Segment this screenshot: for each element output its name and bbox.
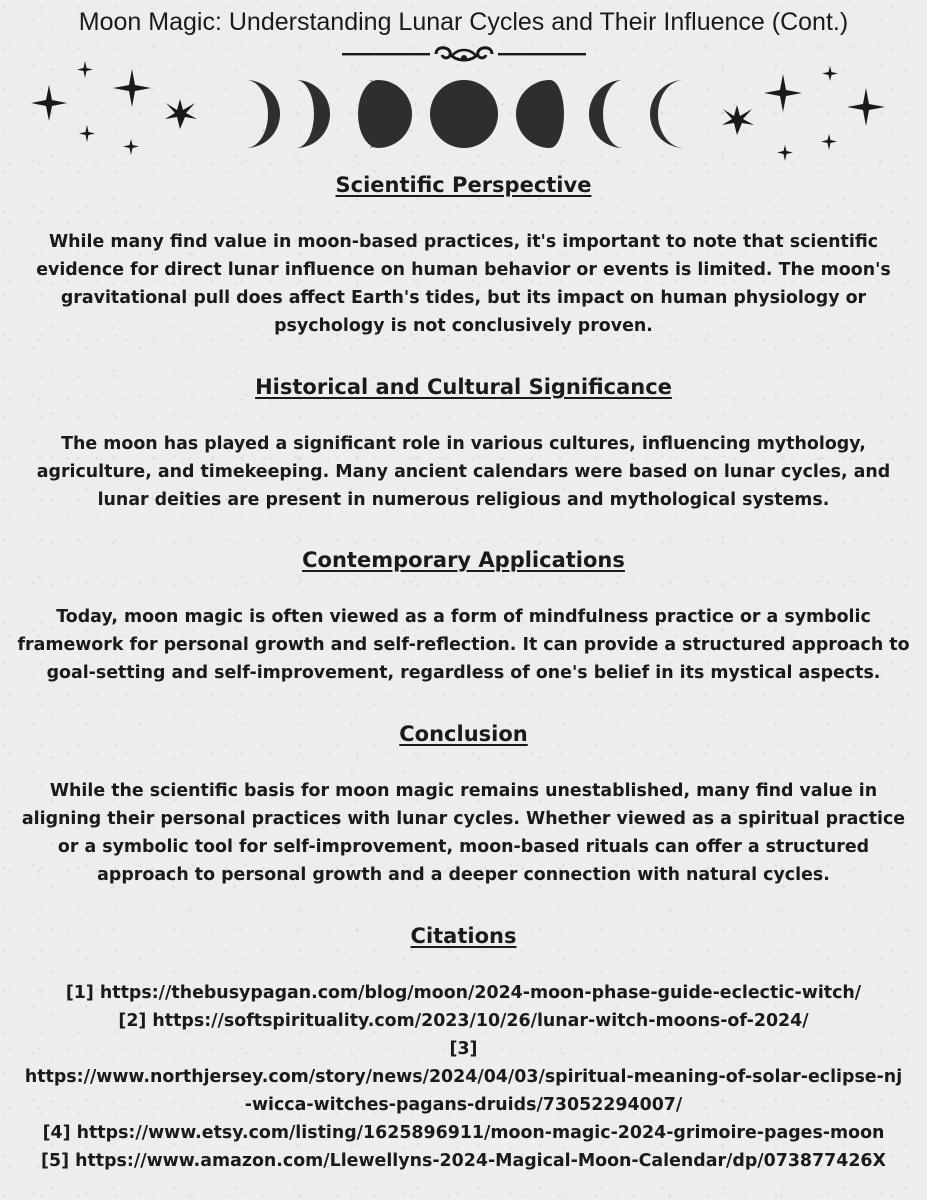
citations-list [10, 979, 917, 1175]
page-title: Moon Magic: Understanding Lunar Cycles and Their Influence (Cont.) [78, 8, 849, 36]
moon-phases-icon [238, 78, 690, 150]
section-contemporary-applications [10, 546, 917, 687]
citation-3-label: [3] [449, 1039, 478, 1059]
section-heading: Scientific Perspective [335, 173, 592, 197]
section-citations [10, 922, 917, 1175]
section-body: While the scientific basis for moon magic remains unestablished, many find value in aligning their personal practices with lunar cycles. Whether viewed as a spiritual practice or a symbolic tool for self-improvement, moon-based rituals can offer a structured approach to personal growth and a deeper connection with natural cycles. [21, 781, 906, 885]
section-body: The moon has played a significant role in various cultures, influencing mythology, agriculture, and timekeeping. Many ancient calendars were based on lunar cycles, and lunar deities are present in numerous religious and mythological systems. [36, 434, 891, 510]
ornamental-divider-icon [340, 42, 588, 68]
stars-left-icon [25, 55, 200, 165]
section-historical-cultural [10, 373, 917, 514]
section-heading: Historical and Cultural Significance [255, 375, 672, 399]
section-body: While many find value in moon-based practices, it's important to note that scientific evidence for direct lunar influence on human behavior or events is limited. The moon's gravitational pull does affect Earth's tides, but its impact on human physiology or psychology is not conclusively proven. [36, 232, 891, 336]
section-heading: Contemporary Applications [302, 548, 625, 572]
citation-1[interactable]: [1] https://thebusypagan.com/blog/moon/2024-moon-phase-guide-eclectic-witch/ [65, 983, 862, 1003]
citation-3-url-part-2[interactable]: -wicca-witches-pagans-druids/73052294007/ [244, 1095, 683, 1115]
citation-2[interactable]: [2] https://softspirituality.com/2023/10/26/lunar-witch-moons-of-2024/ [118, 1011, 809, 1031]
section-scientific-perspective [10, 171, 917, 340]
stars-right-icon [715, 60, 895, 170]
section-heading: Conclusion [399, 722, 528, 746]
citations-heading: Citations [410, 924, 517, 948]
section-conclusion [10, 720, 917, 889]
citation-3-url-part-1[interactable]: https://www.northjersey.com/story/news/2024/04/03/spiritual-meaning-of-solar-eclipse-nj [24, 1067, 903, 1087]
citation-4[interactable]: [4] https://www.etsy.com/listing/1625896911/moon-magic-2024-grimoire-pages-moon [42, 1123, 885, 1143]
section-body: Today, moon magic is often viewed as a form of mindfulness practice or a symbolic framework for personal growth and self-reflection. It can provide a structured approach to goal-setting and self-improvement, regardless of one's belief in its mystical aspects. [17, 607, 910, 683]
citation-5[interactable]: [5] https://www.amazon.com/Llewellyns-2024-Magical-Moon-Calendar/dp/073877426X [41, 1151, 886, 1171]
